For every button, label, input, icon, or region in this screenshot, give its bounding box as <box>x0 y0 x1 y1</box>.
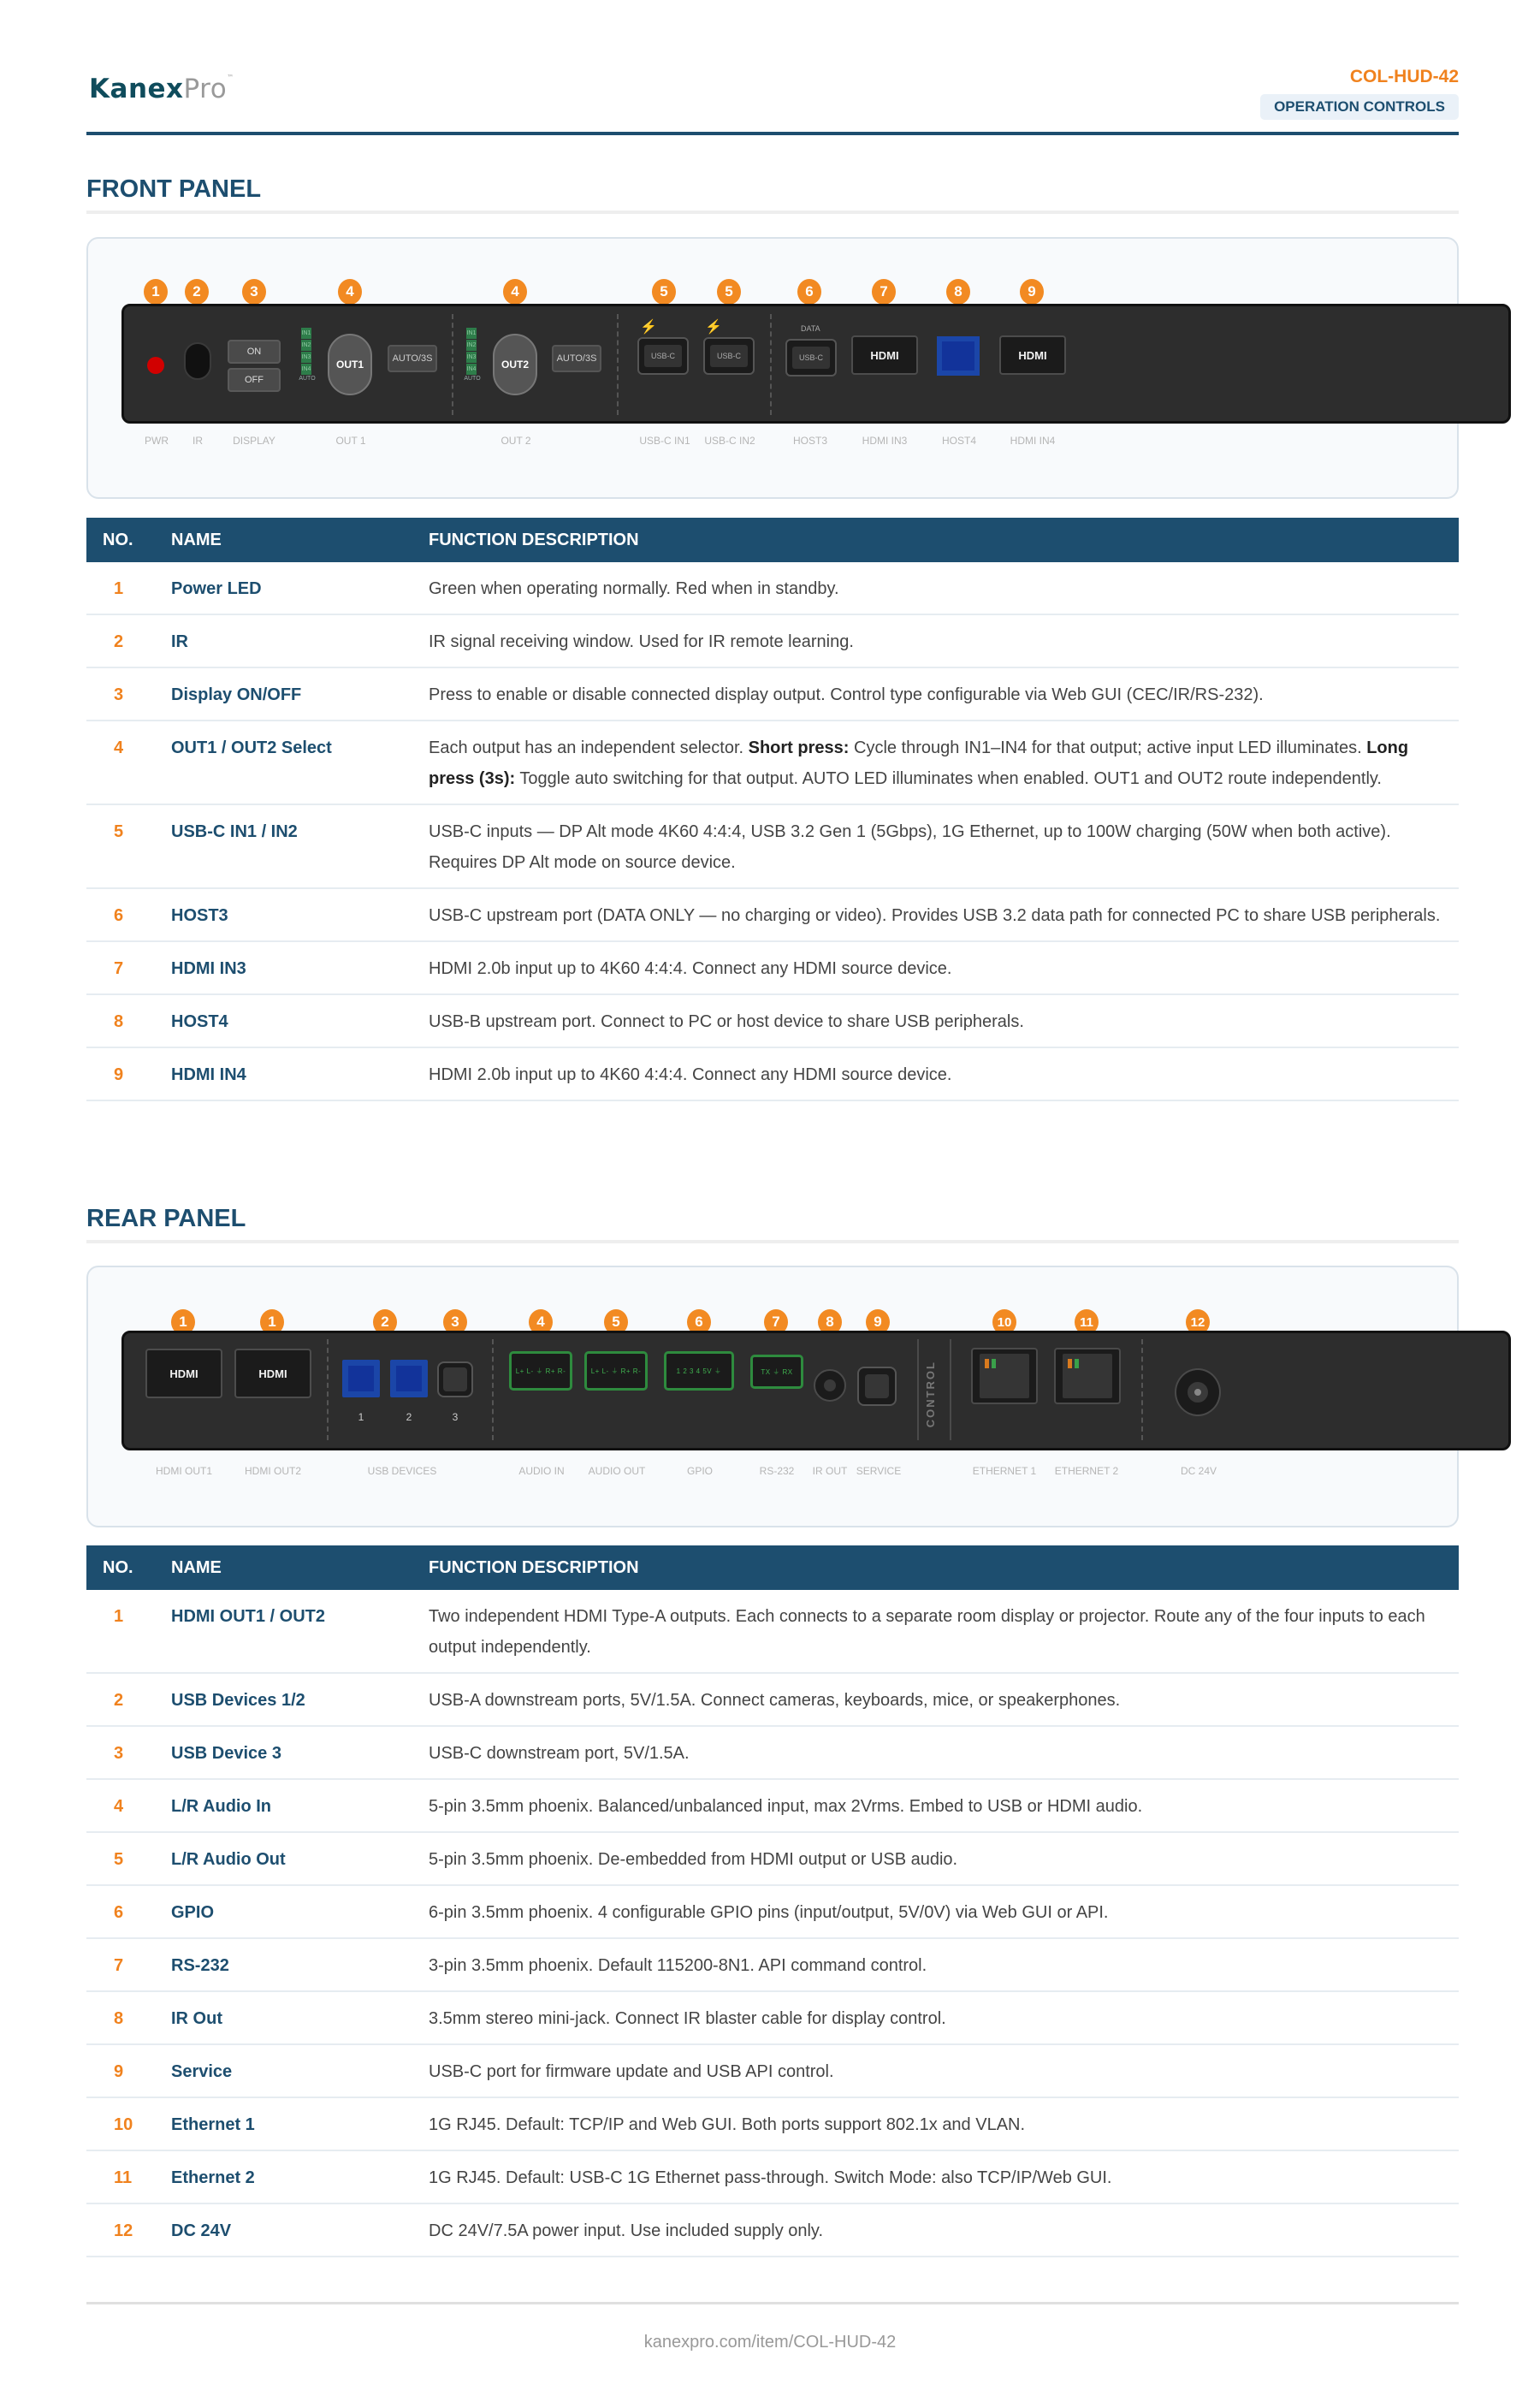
data-only-label: DATA <box>801 324 820 333</box>
row-number: 5 <box>86 804 171 888</box>
usb-number: 3 <box>452 1411 459 1423</box>
table-row <box>86 667 1459 721</box>
row-description: 1G RJ45. Default: USB-C 1G Ethernet pass-through. Switch Mode: also TCP/IP/Web GUI. <box>429 2150 1459 2203</box>
callout-5: 5 <box>604 1309 628 1335</box>
port-label-hdmi-in4: HDMI IN4 <box>1010 435 1056 447</box>
display-off-button[interactable]: OFF <box>228 368 281 392</box>
callout-3: 3 <box>242 279 266 305</box>
row-description: 3-pin 3.5mm phoenix. Default 115200-8N1. API command control. <box>429 1938 1459 1991</box>
row-number: 6 <box>86 1885 171 1938</box>
row-number: 7 <box>86 941 171 994</box>
divider <box>917 1339 919 1440</box>
header-divider <box>86 132 1459 135</box>
callout-8: 8 <box>946 279 970 305</box>
hdmi-out2-port: HDMI <box>234 1349 311 1398</box>
power-led <box>147 357 164 374</box>
row-description: Two independent HDMI Type-A outputs. Each connects to a separate room display or projector. Route any of the four inputs to each output independently. <box>429 1590 1459 1673</box>
audio-out-phoenix: L+ L- ⏚ R+ R- <box>584 1351 648 1391</box>
callout-4: 4 <box>529 1309 553 1335</box>
row-name: HDMI IN4 <box>171 1047 429 1100</box>
row-name: USB-C IN1 / IN2 <box>171 804 429 888</box>
port-label-hdmi-in3: HDMI IN3 <box>862 435 908 447</box>
row-number: 2 <box>86 1673 171 1726</box>
port-label-host3: HOST3 <box>792 435 828 447</box>
row-name: USB Device 3 <box>171 1726 429 1779</box>
row-name: DC 24V <box>171 2203 429 2257</box>
ethernet2-port <box>1054 1348 1121 1404</box>
led-in2: IN2 <box>466 340 477 351</box>
port-label-service: SERVICE <box>856 1465 902 1477</box>
footer-divider <box>86 2302 1459 2304</box>
row-name: IR Out <box>171 1991 429 2044</box>
row-name: Service <box>171 2044 429 2097</box>
row-name: USB Devices 1/2 <box>171 1673 429 1726</box>
row-number: 11 <box>86 2150 171 2203</box>
callout-2: 2 <box>185 279 209 305</box>
row-name: HDMI OUT1 / OUT2 <box>171 1590 429 1673</box>
port-label-audio-in: AUDIO IN <box>518 1465 565 1477</box>
row-name: Ethernet 1 <box>171 2097 429 2150</box>
row-description: 3.5mm stereo mini-jack. Connect IR blaster cable for display control. <box>429 1991 1459 2044</box>
port-label-audio-out: AUDIO OUT <box>588 1465 646 1477</box>
table-header-row <box>86 1545 1459 1590</box>
row-name: RS-232 <box>171 1938 429 1991</box>
row-description: Each output has an independent selector. Short press: Cycle through IN1–IN4 for that output; active input LED illuminates. Long press (3s): Toggle auto switching for that output. AUTO LED illuminates when enabled. OUT1 and OUT2 route independently. <box>429 721 1459 804</box>
rs232-phoenix: TX ⏚ RX <box>750 1355 803 1389</box>
row-number: 8 <box>86 994 171 1047</box>
service-usbc-port <box>857 1367 897 1406</box>
hdmi-in4-port: HDMI <box>999 335 1066 375</box>
callout-1b: 1 <box>260 1309 284 1335</box>
row-number: 8 <box>86 1991 171 2044</box>
col-header-description: FUNCTION DESCRIPTION <box>429 1545 1459 1590</box>
table-row <box>86 562 1459 614</box>
hdmi-in3-port: HDMI <box>851 335 918 375</box>
callout-2: 2 <box>373 1309 397 1335</box>
table-row <box>86 1885 1459 1938</box>
led-in4: IN4 <box>466 364 477 375</box>
col-header-description: FUNCTION DESCRIPTION <box>429 518 1459 562</box>
col-header-name: NAME <box>171 518 429 562</box>
divider <box>492 1339 494 1440</box>
divider <box>950 1339 951 1440</box>
row-description: USB-C upstream port (DATA ONLY — no charging or video). Provides USB 3.2 data path for connected PC to share USB peripherals. <box>429 888 1459 941</box>
port-label-dc24v: DC 24V <box>1180 1465 1217 1477</box>
port-label-out1: OUT 1 <box>335 435 366 447</box>
row-description: Press to enable or disable connected display output. Control type configurable via Web GUI (CEC/IR/RS-232). <box>429 667 1459 721</box>
host3-port: USB-C <box>785 339 837 377</box>
port-label-ethernet2: ETHERNET 2 <box>1054 1465 1119 1477</box>
col-header-name: NAME <box>171 1545 429 1590</box>
table-row <box>86 994 1459 1047</box>
divider <box>617 314 619 415</box>
led-auto: AUTO <box>299 376 316 382</box>
table-row <box>86 1991 1459 2044</box>
divider <box>770 314 772 415</box>
row-number: 1 <box>86 1590 171 1673</box>
col-header-no: NO. <box>86 1545 171 1590</box>
led-in4: IN4 <box>301 364 311 375</box>
rear-panel-table <box>86 1545 1459 2257</box>
callout-12: 12 <box>1186 1309 1210 1335</box>
out2-select-button[interactable]: OUT2 <box>493 334 537 395</box>
front-panel-title: FRONT PANEL <box>86 175 262 203</box>
port-label-display: DISPLAY <box>233 435 275 447</box>
callout-10: 10 <box>992 1309 1016 1335</box>
row-description: USB-C port for firmware update and USB API control. <box>429 2044 1459 2097</box>
led-in2: IN2 <box>301 340 311 351</box>
led-auto: AUTO <box>464 376 481 382</box>
port-label-host4: HOST4 <box>941 435 977 447</box>
ethernet1-port <box>971 1348 1038 1404</box>
row-number: 12 <box>86 2203 171 2257</box>
row-number: 6 <box>86 888 171 941</box>
row-name: HOST3 <box>171 888 429 941</box>
row-name: GPIO <box>171 1885 429 1938</box>
callout-3: 3 <box>443 1309 467 1335</box>
callout-4: 4 <box>338 279 362 305</box>
row-number: 4 <box>86 1779 171 1832</box>
row-description: 6-pin 3.5mm phoenix. 4 configurable GPIO pins (input/output, 5V/0V) via Web GUI or API. <box>429 1885 1459 1938</box>
row-description: 5-pin 3.5mm phoenix. De-embedded from HDMI output or USB audio. <box>429 1832 1459 1885</box>
kanexpro-logo: KanexPro™ <box>89 74 234 104</box>
callout-6: 6 <box>687 1309 711 1335</box>
row-description: Green when operating normally. Red when in standby. <box>429 562 1459 614</box>
callout-4b: 4 <box>503 279 527 305</box>
divider <box>452 314 453 415</box>
row-number: 4 <box>86 721 171 804</box>
table-row <box>86 2097 1459 2150</box>
rear-panel-divider <box>86 1240 1459 1243</box>
footer-product-url[interactable]: kanexpro.com/item/COL-HUD-42 <box>643 2333 897 2352</box>
row-description: IR signal receiving window. Used for IR remote learning. <box>429 614 1459 667</box>
row-number: 5 <box>86 1832 171 1885</box>
table-row <box>86 1938 1459 1991</box>
table-row <box>86 888 1459 941</box>
port-label-usbc-in2: USB-C IN2 <box>704 435 755 447</box>
row-name: IR <box>171 614 429 667</box>
row-description: HDMI 2.0b input up to 4K60 4:4:4. Connect any HDMI source device. <box>429 941 1459 994</box>
dc-power-jack <box>1175 1368 1221 1416</box>
callout-7: 7 <box>764 1309 788 1335</box>
row-number: 9 <box>86 1047 171 1100</box>
callout-11: 11 <box>1075 1309 1099 1335</box>
usb-number: 1 <box>358 1411 364 1423</box>
usbc-in1-port: USB-C <box>637 337 689 375</box>
led-in3: IN3 <box>301 352 311 363</box>
table-row <box>86 1779 1459 1832</box>
front-panel-table <box>86 518 1459 1101</box>
out2-auto-button[interactable]: AUTO/3S <box>552 345 601 372</box>
ir-out-jack <box>814 1369 846 1402</box>
divider <box>327 1339 329 1440</box>
row-number: 2 <box>86 614 171 667</box>
table-row <box>86 2150 1459 2203</box>
usb-device-2-port <box>390 1360 428 1397</box>
callout-9: 9 <box>866 1309 890 1335</box>
port-label-ethernet1: ETHERNET 1 <box>972 1465 1037 1477</box>
doc-type-badge: OPERATION CONTROLS <box>1260 94 1459 120</box>
table-row <box>86 1590 1459 1673</box>
row-description: USB-C inputs — DP Alt mode 4K60 4:4:4, USB 3.2 Gen 1 (5Gbps), 1G Ethernet, up to 100W charging (50W when both active). Requires DP Alt mode on source device. <box>429 804 1459 888</box>
row-name: L/R Audio In <box>171 1779 429 1832</box>
gpio-phoenix: 1 2 3 4 5V ⏚ <box>664 1351 734 1391</box>
row-number: 3 <box>86 667 171 721</box>
charging-bolt-icon: ⚡ <box>640 320 657 335</box>
display-on-button[interactable]: ON <box>228 340 281 364</box>
usbc-in2-port: USB-C <box>703 337 755 375</box>
audio-in-phoenix: L+ L- ⏚ R+ R- <box>509 1351 572 1391</box>
out1-led-stack <box>299 328 316 382</box>
out1-select-button[interactable]: OUT1 <box>328 334 372 395</box>
table-row <box>86 614 1459 667</box>
row-name: OUT1 / OUT2 Select <box>171 721 429 804</box>
row-name: HOST4 <box>171 994 429 1047</box>
host4-usbb-port <box>937 336 980 376</box>
table-row <box>86 804 1459 888</box>
led-in1: IN1 <box>466 328 477 339</box>
table-row <box>86 1726 1459 1779</box>
callout-5: 5 <box>652 279 676 305</box>
usb-device-1-port <box>342 1360 380 1397</box>
col-header-no: NO. <box>86 518 171 562</box>
port-label-pwr: PWR <box>145 435 169 447</box>
callout-6: 6 <box>797 279 821 305</box>
callout-5b: 5 <box>717 279 741 305</box>
callout-1: 1 <box>144 279 168 305</box>
row-description: USB-C downstream port, 5V/1.5A. <box>429 1726 1459 1779</box>
usb-number: 2 <box>406 1411 412 1423</box>
row-number: 7 <box>86 1938 171 1991</box>
front-panel-divider <box>86 211 1459 214</box>
row-description: 1G RJ45. Default: TCP/IP and Web GUI. Both ports support 802.1x and VLAN. <box>429 2097 1459 2150</box>
port-label-gpio: GPIO <box>686 1465 714 1477</box>
table-row <box>86 721 1459 804</box>
port-label-rs232: RS-232 <box>759 1465 795 1477</box>
row-description: USB-A downstream ports, 5V/1.5A. Connect cameras, keyboards, mice, or speakerphones. <box>429 1673 1459 1726</box>
port-label-usb-devices: USB DEVICES <box>367 1465 437 1477</box>
row-description: USB-B upstream port. Connect to PC or host device to share USB peripherals. <box>429 994 1459 1047</box>
callout-9: 9 <box>1020 279 1044 305</box>
long-press-label: Long press (3s): <box>429 738 1409 788</box>
hdmi-out1-port: HDMI <box>145 1349 222 1398</box>
table-row <box>86 1673 1459 1726</box>
table-row <box>86 1047 1459 1100</box>
port-label-out2: OUT 2 <box>500 435 531 447</box>
divider <box>1141 1339 1143 1440</box>
out1-auto-button[interactable]: AUTO/3S <box>388 345 437 372</box>
short-press-label: Short press: <box>748 738 850 757</box>
row-name: Display ON/OFF <box>171 667 429 721</box>
charging-bolt-icon: ⚡ <box>705 320 722 335</box>
callout-1: 1 <box>171 1309 195 1335</box>
row-name: L/R Audio Out <box>171 1832 429 1885</box>
out2-led-stack <box>464 328 481 382</box>
usb-device-3-port <box>437 1361 473 1397</box>
row-name: Power LED <box>171 562 429 614</box>
table-row <box>86 941 1459 994</box>
row-number: 9 <box>86 2044 171 2097</box>
row-description: DC 24V/7.5A power input. Use included supply only. <box>429 2203 1459 2257</box>
control-group-label: CONTROL <box>924 1361 937 1428</box>
ir-window <box>184 342 211 380</box>
table-row <box>86 2044 1459 2097</box>
table-row <box>86 1832 1459 1885</box>
model-number: COL-HUD-42 <box>1349 67 1459 86</box>
table-header-row <box>86 518 1459 562</box>
port-label-ir: IR <box>192 435 203 447</box>
callout-7: 7 <box>872 279 896 305</box>
row-name: HDMI IN3 <box>171 941 429 994</box>
callout-8: 8 <box>818 1309 842 1335</box>
row-number: 3 <box>86 1726 171 1779</box>
rear-panel-title: REAR PANEL <box>86 1205 246 1232</box>
led-in3: IN3 <box>466 352 477 363</box>
port-label-hdmi-out1: HDMI OUT1 <box>156 1465 212 1477</box>
port-label-usbc-in1: USB-C IN1 <box>639 435 690 447</box>
port-label-hdmi-out2: HDMI OUT2 <box>245 1465 301 1477</box>
led-in1: IN1 <box>301 328 311 339</box>
row-number: 10 <box>86 2097 171 2150</box>
port-label-ir-out: IR OUT <box>812 1465 848 1477</box>
row-number: 1 <box>86 562 171 614</box>
row-description: HDMI 2.0b input up to 4K60 4:4:4. Connect any HDMI source device. <box>429 1047 1459 1100</box>
table-row <box>86 2203 1459 2257</box>
row-description: 5-pin 3.5mm phoenix. Balanced/unbalanced input, max 2Vrms. Embed to USB or HDMI audio. <box>429 1779 1459 1832</box>
row-name: Ethernet 2 <box>171 2150 429 2203</box>
